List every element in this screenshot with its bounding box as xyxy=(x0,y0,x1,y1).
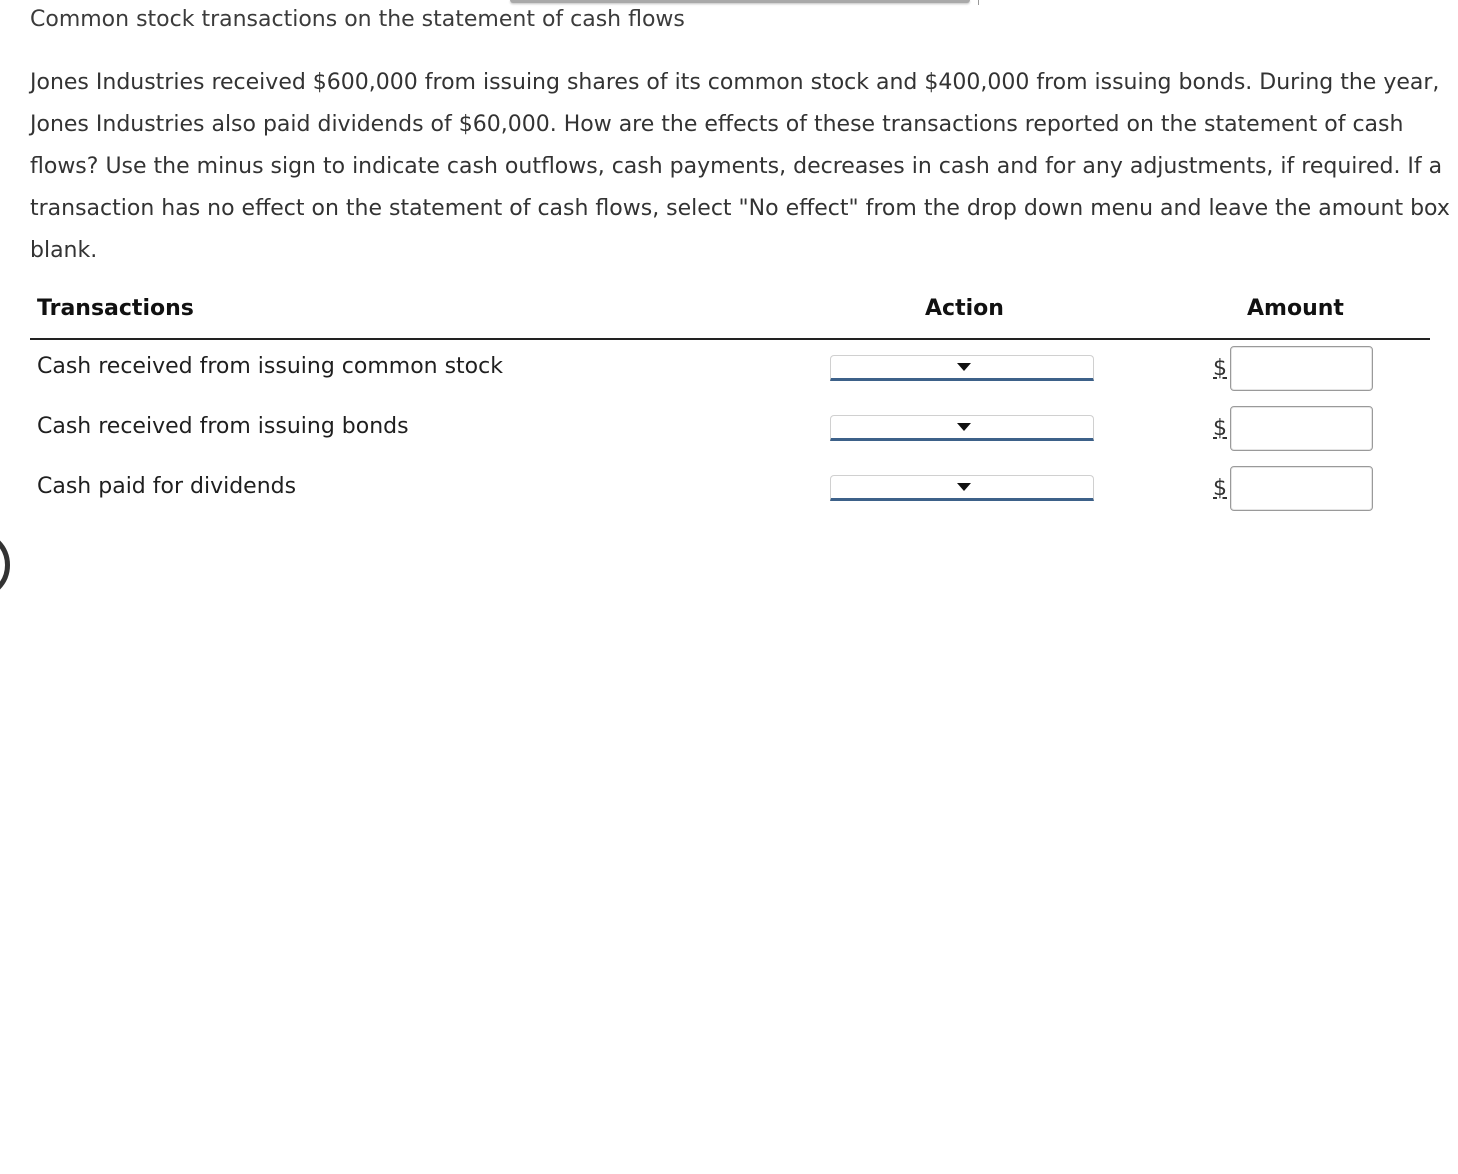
table-row-common-stock xyxy=(30,340,1430,400)
caret-down-icon xyxy=(957,483,971,491)
top-scroll-indicator xyxy=(510,0,970,3)
currency-symbol: $ xyxy=(1213,416,1227,441)
amount-input-common-stock[interactable] xyxy=(1230,346,1373,391)
question-title: Common stock transactions on the statement of cash flows xyxy=(30,7,685,32)
table-row-bonds xyxy=(30,400,1430,460)
transactions-table xyxy=(30,290,1430,520)
header-action: Action xyxy=(925,296,1004,321)
header-amount: Amount xyxy=(1247,296,1344,321)
row-label-dividends: Cash paid for dividends xyxy=(37,474,297,499)
caret-down-icon xyxy=(957,363,971,371)
caret-down-icon xyxy=(957,423,971,431)
action-dropdown-bonds[interactable] xyxy=(830,415,1094,441)
action-dropdown-common-stock[interactable] xyxy=(830,355,1094,381)
currency-symbol: $ xyxy=(1213,476,1227,501)
table-header-row xyxy=(30,290,1430,340)
amount-input-dividends[interactable] xyxy=(1230,466,1373,511)
action-dropdown-dividends[interactable] xyxy=(830,475,1094,501)
currency-symbol: $ xyxy=(1213,356,1227,381)
question-prompt: Jones Industries received $600,000 from issuing shares of its common stock and $400,000 from issuing bonds. During the year, Jones Industries also paid dividends of $60,000. How are the effects of these transactions reported on the statement of cash flows? Use the minus sign to indicate cash outflows, cash payments, decreases in cash and for any adjustments, if required. If a transaction has no effect on the statement of cash flows, select "No effect" from the drop down menu and leave the amount box blank. xyxy=(30,70,1450,263)
top-tick-mark xyxy=(978,0,979,5)
table-row-dividends xyxy=(30,460,1430,520)
row-label-common-stock: Cash received from issuing common stock xyxy=(37,354,503,379)
amount-input-bonds[interactable] xyxy=(1230,406,1373,451)
header-transactions: Transactions xyxy=(37,296,194,321)
side-circle-icon[interactable] xyxy=(0,530,10,600)
row-label-bonds: Cash received from issuing bonds xyxy=(37,414,409,439)
